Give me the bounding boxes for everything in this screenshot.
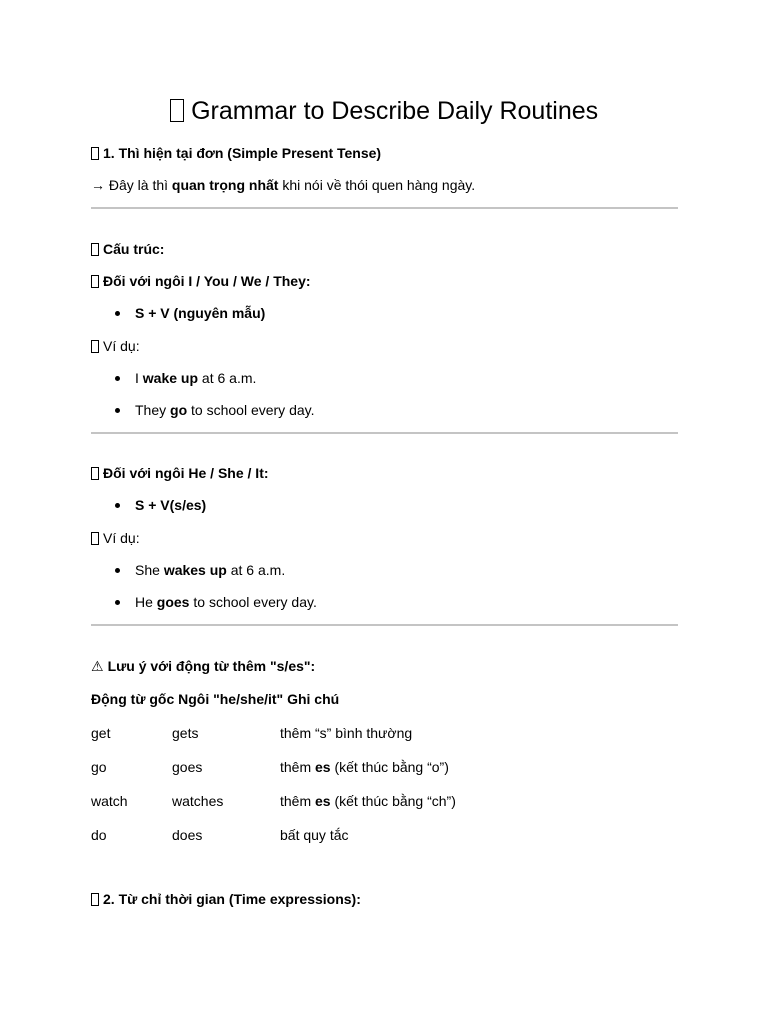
group2-example-2: He goes to school every day. (135, 594, 317, 610)
table-header-form: Ngôi "he/she/it" (178, 691, 284, 707)
divider (91, 207, 678, 209)
group2-example-1: She wakes up at 6 a.m. (135, 562, 286, 578)
table-header-note: Ghi chú (287, 691, 340, 707)
bullet-icon (115, 568, 120, 573)
table-cell-form: does (172, 827, 203, 843)
table-cell-note: bất quy tắc (280, 827, 349, 843)
section1-heading: 1. Thì hiện tại đơn (Simple Present Tense) (91, 144, 381, 162)
table-header (91, 690, 339, 708)
table-header-base: Động từ gốc (91, 691, 175, 707)
bullet-icon (115, 600, 120, 605)
table-cell-base: do (91, 827, 107, 843)
group2-formula: S + V(s/es) (135, 497, 207, 513)
page-title (0, 94, 768, 128)
missing-glyph-icon (91, 532, 99, 545)
missing-glyph-icon (91, 467, 99, 480)
group1-formula: S + V (nguyên mẫu) (135, 305, 266, 321)
group1-heading: Đối với ngôi I / You / We / They: (91, 272, 311, 290)
group2-example-label: Ví dụ: (91, 529, 140, 547)
missing-glyph-icon (91, 340, 99, 353)
table-cell-base: watch (91, 793, 128, 809)
missing-glyph-icon (91, 147, 99, 160)
page-title-text: Grammar to Describe Daily Routines (191, 97, 599, 125)
divider (91, 624, 678, 626)
group2-heading: Đối với ngôi He / She / It: (91, 464, 269, 482)
bullet-icon (115, 408, 120, 413)
bullet-icon (115, 503, 120, 508)
table-cell-form: gets (172, 725, 199, 741)
table-cell-base: go (91, 759, 107, 775)
warning-icon: ⚠ (91, 658, 104, 674)
table-cell-form: watches (172, 793, 224, 809)
structure-heading: Cấu trúc: (91, 240, 164, 258)
bullet-icon (115, 376, 120, 381)
group1-example-label: Ví dụ: (91, 337, 140, 355)
table-cell-form: goes (172, 759, 203, 775)
group1-example-2: They go to school every day. (135, 402, 315, 418)
table-cell-note: thêm es (kết thúc bằng “ch”) (280, 793, 456, 809)
section1-intro: → Đây là thì quan trọng nhất khi nói về thói quen hàng ngày. (91, 177, 476, 193)
missing-glyph-icon (91, 243, 99, 256)
divider (91, 432, 678, 434)
bullet-icon (115, 311, 120, 316)
missing-glyph-icon (91, 275, 99, 288)
table-cell-note: thêm es (kết thúc bằng “o”) (280, 759, 449, 775)
table-cell-note: thêm “s” bình thường (280, 725, 413, 741)
group1-example-1: I wake up at 6 a.m. (135, 370, 257, 386)
missing-glyph-icon (170, 99, 184, 122)
section2-heading: 2. Từ chỉ thời gian (Time expressions): (91, 890, 361, 908)
note-heading: ⚠ Lưu ý với động từ thêm "s/es": (91, 658, 316, 674)
table-cell-base: get (91, 725, 111, 741)
missing-glyph-icon (91, 893, 99, 906)
